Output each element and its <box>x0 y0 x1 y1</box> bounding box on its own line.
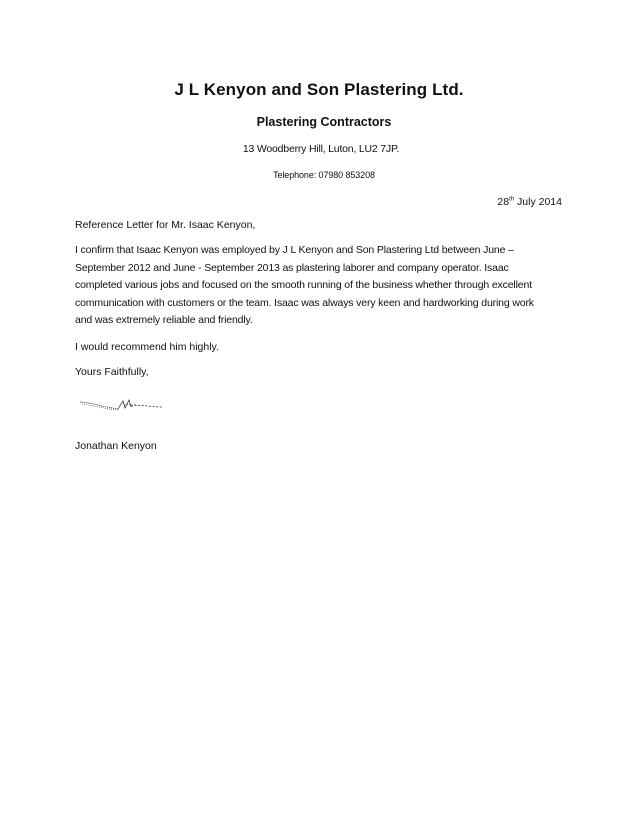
date-day: 28 <box>497 196 510 208</box>
company-name: J L Kenyon and Son Plastering Ltd. <box>174 80 464 99</box>
company-telephone: Telephone: 07980 853208 <box>273 170 375 180</box>
letter-date <box>497 196 562 208</box>
company-subtitle: Plastering Contractors <box>256 115 392 129</box>
letter-subject: Reference Letter for Mr. Isaac Kenyon, <box>75 219 256 231</box>
company-address: 13 Woodberry Hill, Luton, LU2 7JP. <box>242 143 400 155</box>
body-line: communication with customers or the team. Isaac was always very keen and hardworking during work <box>75 296 534 309</box>
recommendation-line: I would recommend him highly. <box>75 341 219 353</box>
body-line: completed various jobs and focused on the smooth running of the business whether through excellent <box>75 279 532 291</box>
body-line: I confirm that Isaac Kenyon was employed by J L Kenyon and Son Plastering Ltd between June – <box>75 244 514 256</box>
letter-body <box>75 242 565 330</box>
date-ordinal-suffix: th <box>509 196 515 203</box>
signer-name: Jonathan Kenyon <box>75 440 157 452</box>
closing-line: Yours Faithfully, <box>75 366 149 378</box>
handwritten-signature <box>78 396 164 418</box>
body-line: and was extremely reliable and friendly. <box>75 314 253 326</box>
date-month-year: July 2014 <box>514 196 562 208</box>
body-line: September 2012 and June - September 2013 as plastering laborer and company operator. Isaac <box>75 261 509 274</box>
